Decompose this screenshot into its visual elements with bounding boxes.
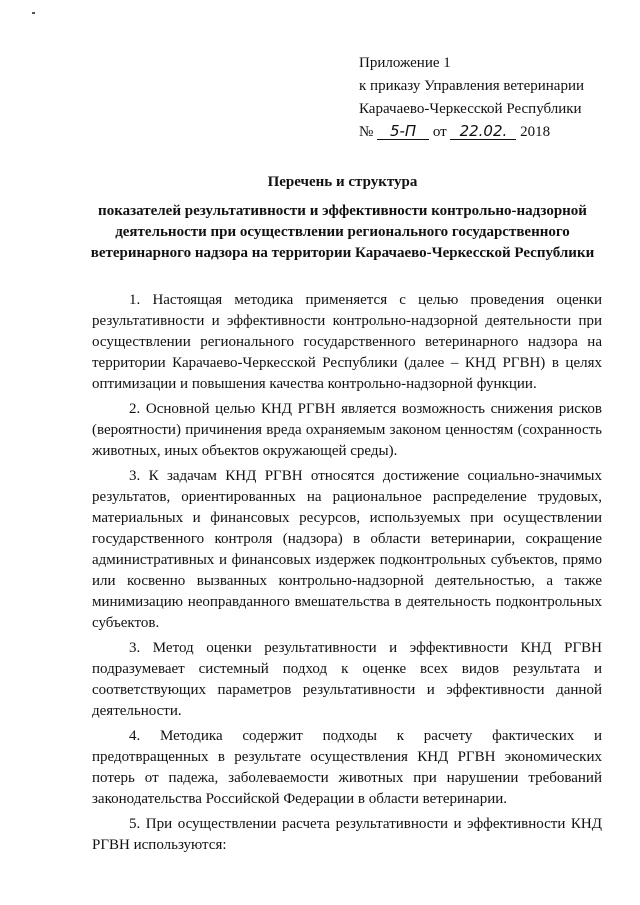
appendix-number-date	[359, 121, 629, 144]
document-subtitle: показателей результативности и эффективности контрольно-надзорной деятельности при осуществлении регионального государственного ветеринарного надзора на территории Карачаево-Черкесской Республики	[90, 203, 595, 261]
document-body	[92, 290, 602, 860]
appendix-label: Приложение 1	[359, 55, 451, 71]
paragraph-2: 2. Основной целью КНД РГВН является возможность снижения рисков (вероятности) причинения вреда охраняемым законом ценностям (сохранность животных, иных объектов окружающей среды).	[92, 401, 602, 459]
scan-speck	[32, 12, 35, 14]
handwritten-order-number: 5-П	[377, 123, 429, 140]
appendix-header	[359, 52, 629, 144]
handwritten-order-date: 22.02.	[450, 123, 516, 140]
appendix-order-ref: к приказу Управления ветеринарии	[359, 78, 585, 94]
paragraph-3b: 3. Метод оценки результативности и эффективности КНД РГВН подразумевает системный подход к оценке всех видов результата и соответствующих параметров результативности и эффективности данной деятельности.	[92, 640, 602, 719]
number-prefix: №	[359, 124, 374, 140]
appendix-republic: Карачаево-Черкесской Республики	[359, 101, 582, 117]
order-year: 2018	[520, 124, 551, 140]
paragraph-3: 3. К задачам КНД РГВН относятся достижение социально-значимых результатов, ориентированных на рациональное распределение трудовых, материальных и финансовых ресурсов, используемых при осуществлении государственного контроля (надзора) в области ветеринарии, сокращение административных и финансовых издержек подконтрольных субъектов, прямо или косвенно вызванных контрольно-надзорной деятельностью, а также минимизацию неоправданного вмешательства в деятельность подконтрольных субъектов.	[92, 468, 602, 631]
paragraph-1: 1. Настоящая методика применяется с целью проведения оценки результативности и эффективности контрольно-надзорной деятельности при осуществлении регионального государственного ветеринарного надзора на территории Карачаево-Черкесской Республики (далее – КНД РГВН) в целях оптимизации и повышения качества контрольно-надзорной функции.	[92, 292, 602, 392]
date-prefix: от	[432, 124, 447, 140]
paragraph-4: 4. Методика содержит подходы к расчету фактических и предотвращенных в результате осуществления КНД РГВН экономических потерь от падежа, заболеваемости животных при нарушении требований законодательства Российской Федерации в области ветеринарии.	[92, 728, 602, 807]
paragraph-5: 5. При осуществлении расчета результативности и эффективности КНД РГВН используются:	[92, 816, 602, 853]
document-title: Перечень и структура	[267, 174, 418, 190]
